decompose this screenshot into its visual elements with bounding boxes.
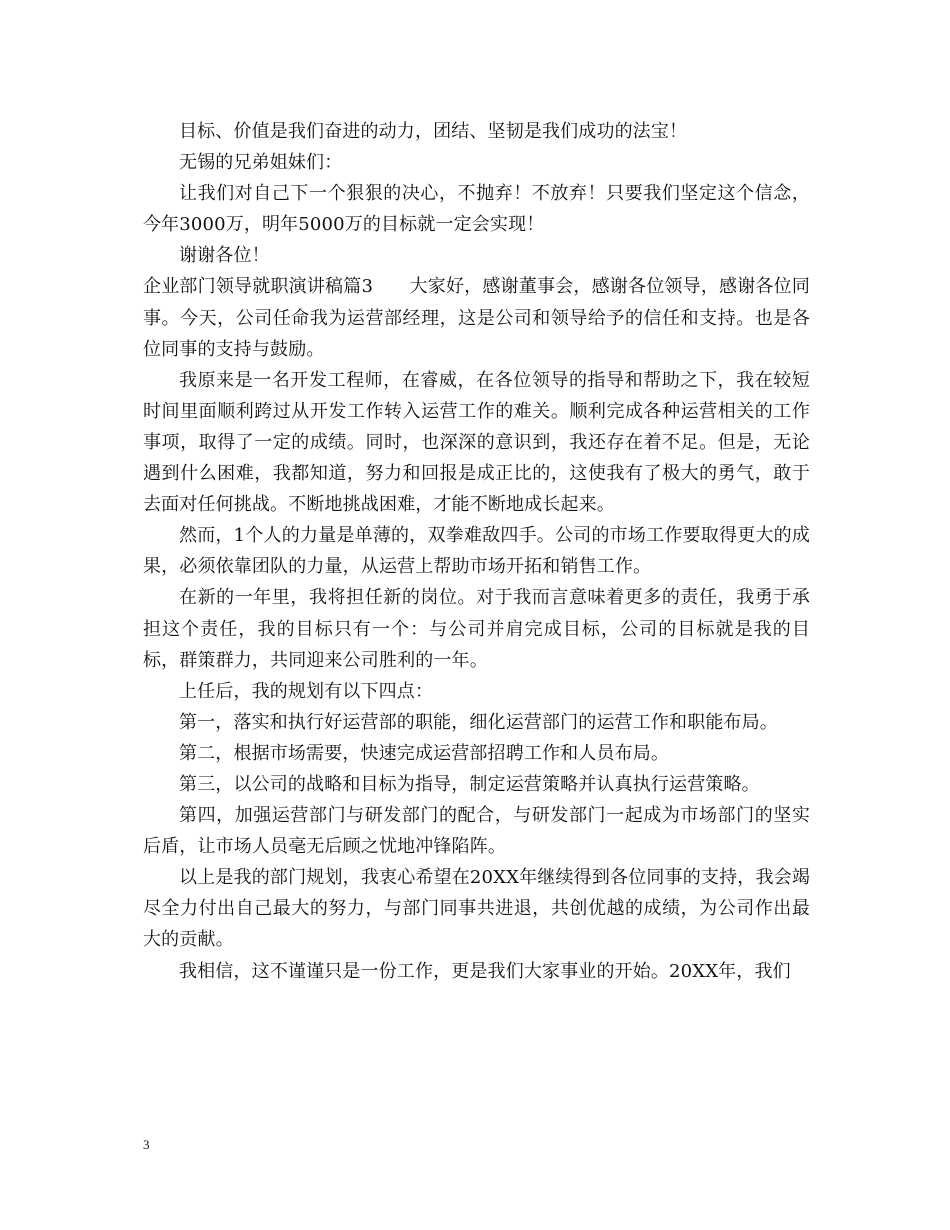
paragraph: 谢谢各位！ <box>179 245 270 267</box>
paragraph: 让我们对自己下一个狠狠的决心，不抛弃！不放弃！只要我们坚定这个信念，今年3000万，明年5000万的目标就一定会实现！ <box>143 183 810 236</box>
paragraph: 我原来是一名开发工程师，在睿威，在各位领导的指导和帮助之下，我在较短时间里面顺利跨过从开发工作转入运营工作的难关。顺利完成各种运营相关的工作事项，取得了一定的成绩。同时，也深深的意识到，我还存在着不足。但是，无论遇到什么困难，我都知道，努力和回报是成正比的，这使我有了极大的勇气，敢于去面对任何挑战。不断地挑战困难，才能不断地成长起来。 <box>143 369 810 516</box>
section-heading-paragraph: 企业部门领导就职演讲稿篇3 大家好，感谢董事会，感谢各位领导，感谢各位同事。今天，公司任命我为运营部经理，这是公司和领导给予的信任和支持。也是各位同事的支持与鼓励。 <box>143 276 810 360</box>
paragraph: 上任后，我的规划有以下四点： <box>179 680 434 702</box>
paragraph: 第一，落实和执行好运营部的职能，细化运营部门的运营工作和职能布局。 <box>179 711 778 733</box>
paragraph: 第四，加强运营部门与研发部门的配合，与研发部门一起成为市场部门的坚实后盾，让市场人员毫无后顾之忧地冲锋陷阵。 <box>143 805 810 858</box>
paragraph: 无锡的兄弟姐妹们： <box>179 152 343 174</box>
paragraph: 目标、价值是我们奋进的动力，团结、坚韧是我们成功的法宝！ <box>179 121 688 142</box>
paragraph: 第二，根据市场需要，快速完成运营部招聘工作和人员布局。 <box>179 742 670 764</box>
page-number: 3 <box>143 1137 150 1152</box>
body-text <box>143 116 810 987</box>
paragraph: 第三，以公司的战略和目标为指导，制定运营策略并认真执行运营策略。 <box>179 773 760 795</box>
paragraph: 以上是我的部门规划，我衷心希望在20XX年继续得到各位同事的支持，我会竭尽全力付出自己最大的努力，与部门同事共进退，共创优越的成绩，为公司作出最大的贡献。 <box>143 867 810 951</box>
paragraph: 我相信，这不谨谨只是一份工作，更是我们大家事业的开始。20XX年，我们 <box>179 960 791 982</box>
paragraph: 然而，1个人的力量是单薄的，双拳难敌四手。公司的市场工作要取得更大的成果，必须依靠团队的力量，从运营上帮助市场开拓和销售工作。 <box>143 525 810 578</box>
paragraph: 在新的一年里，我将担任新的岗位。对于我而言意味着更多的责任，我勇于承担这个责任，我的目标只有一个：与公司并肩完成目标，公司的目标就是我的目标，群策群力，共同迎来公司胜利的一年。 <box>143 587 810 671</box>
